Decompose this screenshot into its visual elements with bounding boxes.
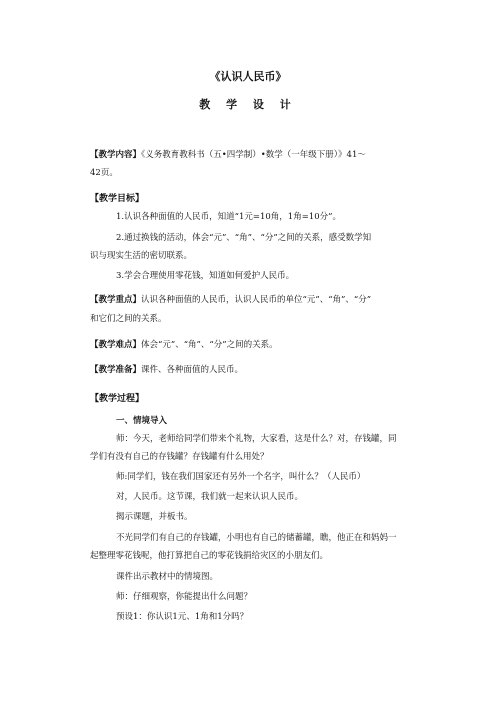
content-line-1 — [90, 150, 426, 161]
difficulty-label: 【教学难点】 — [90, 340, 142, 350]
document-subtitle: 教 学 设 计 — [199, 98, 297, 111]
difficulty-line — [90, 340, 426, 351]
para-1-line-1: 师：今天，老师给同学们带来个礼物，大家看，这是什么？对，存钱罐，同 — [116, 434, 397, 444]
goals-label: 【教学目标】 — [90, 194, 145, 204]
section-1-heading: 一、情境导入 — [116, 416, 168, 426]
para-5-line-1: 不光同学们有自己的存钱罐，小明也有自己的储蓄罐，瞧，他正在和妈妈一 — [116, 533, 397, 543]
focus-label: 【教学重点】 — [90, 295, 142, 305]
content-label: 【教学内容】 — [90, 150, 142, 160]
document-title: 《认识人民币》 — [209, 70, 287, 83]
goal-2-line-1: 2.通过换钱的活动，体会“元”、“角”、“分”之间的关系，感受数学知 — [116, 233, 372, 243]
difficulty-text: 体会“元”、“角”、“分”之间的关系。 — [141, 340, 278, 350]
prep-text: 课件、各种面值的人民币。 — [141, 365, 244, 375]
goal-2-line-2: 识与现实生活的密切联系。 — [90, 251, 193, 261]
para-5-line-2: 起整理零花钱呢，他打算把自己的零花钱捐给灾区的小朋友们。 — [90, 551, 329, 561]
process-label: 【教学过程】 — [90, 394, 145, 404]
goal-3: 3.学会合理使用零花钱，知道如何爱护人民币。 — [116, 271, 295, 281]
focus-text-1: 认识各种面值的人民币，认识人民币的单位“元”、“角”、“分” — [141, 295, 372, 305]
prep-line — [90, 365, 426, 376]
para-1-line-2: 学们有没有自己的存钱罐？存钱罐有什么用处？ — [90, 452, 269, 462]
para-8: 预设1：你认识1元、1角和1分吗？ — [116, 612, 249, 622]
para-6: 课件出示教材中的情境图。 — [116, 572, 219, 582]
para-4: 揭示课题，并板书。 — [116, 512, 193, 522]
content-text-2: 42页。 — [90, 168, 118, 178]
para-3: 对，人民币。这节课，我们就一起来认识人民币。 — [116, 492, 304, 502]
para-7: 师：仔细观察，你能提出什么问题？ — [116, 592, 253, 602]
goal-1: 1.认识各种面值的人民币，知道“1元=10角，1角=10分”。 — [116, 212, 341, 222]
para-2: 师:同学们，钱在我们国家还有另外一个名字，叫什么？（人民币） — [116, 472, 366, 482]
focus-line-1 — [90, 295, 426, 306]
content-text-1: 《义务教育教科书（五•四学制）•数学（一年级下册）》41～ — [141, 150, 366, 160]
prep-label: 【教学准备】 — [90, 365, 142, 375]
focus-text-2: 和它们之间的关系。 — [90, 314, 167, 324]
